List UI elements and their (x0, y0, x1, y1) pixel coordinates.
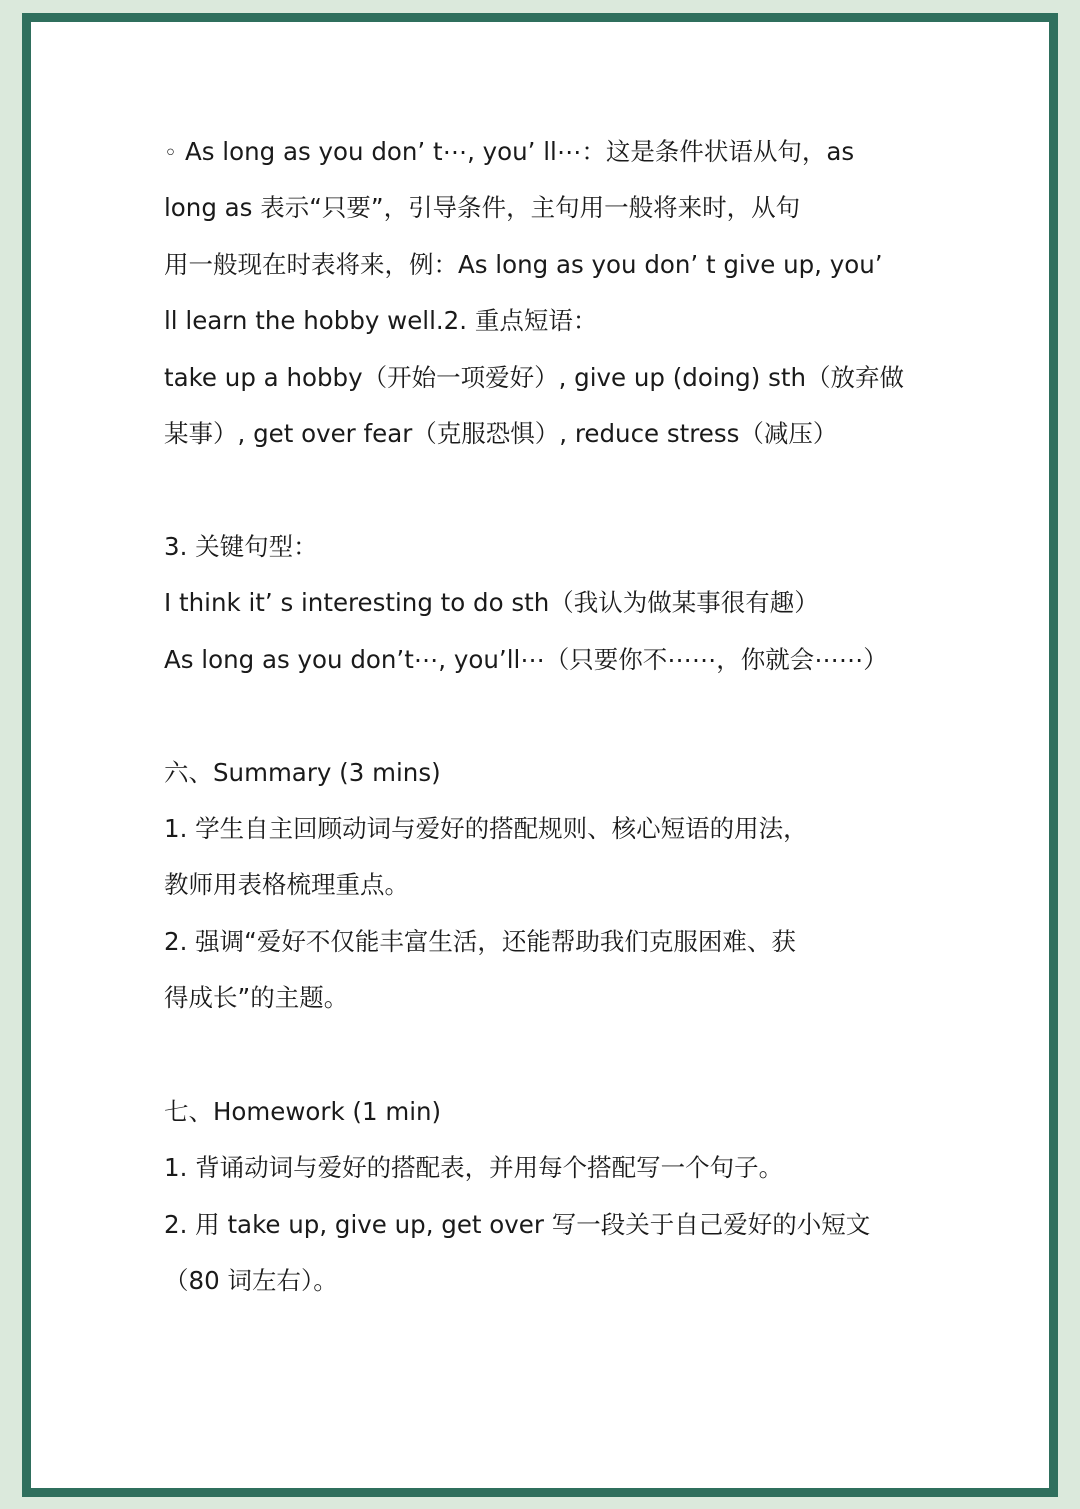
section-heading: 六、Summary (3 mins) (164, 758, 441, 787)
text-line: long as 表示“只要”，引导条件，主句用一般将来时，从句 (164, 193, 801, 222)
text-line: 2. 用 take up, give up, get over 写一段关于自己爱好的小短文 (164, 1210, 871, 1239)
text-line: 某事）, get over fear（克服恐惧）, reduce stress（减压） (164, 419, 838, 448)
text-line: 2. 强调“爱好不仅能丰富生活，还能帮助我们克服困难、获 (164, 927, 796, 956)
text-line: I think it’ s interesting to do sth（我认为做某事很有趣） (164, 588, 819, 617)
text-line: As long as you don’t⋯, you’ll⋯（只要你不⋯⋯，你就会⋯⋯） (164, 645, 888, 674)
text-line: 1. 背诵动词与爱好的搭配表，并用每个搭配写一个句子。 (164, 1153, 784, 1182)
text-line: （80 词左右）。 (164, 1266, 338, 1295)
text-line: 用一般现在时表将来，例：As long as you don’ t give up, you’ (164, 250, 883, 279)
text-line: 得成长”的主题。 (164, 983, 349, 1012)
text-line: take up a hobby（开始一项爱好）, give up (doing) sth（放弃做 (164, 363, 904, 392)
section-heading: 七、Homework (1 min) (164, 1097, 442, 1126)
text-line: 教师用表格梳理重点。 (164, 870, 409, 899)
text-line-content: As long as you don’ t⋯, you’ ll⋯：这是条件状语从句，as (184, 137, 855, 166)
text-line: ll learn the hobby well.2. 重点短语： (164, 306, 598, 335)
text-line: 1. 学生自主回顾动词与爱好的搭配规则、核心短语的用法， (164, 814, 808, 843)
section-heading: 3. 关键句型： (164, 532, 318, 561)
bullet-marker: ◦ (164, 141, 177, 166)
text-line (164, 136, 854, 170)
